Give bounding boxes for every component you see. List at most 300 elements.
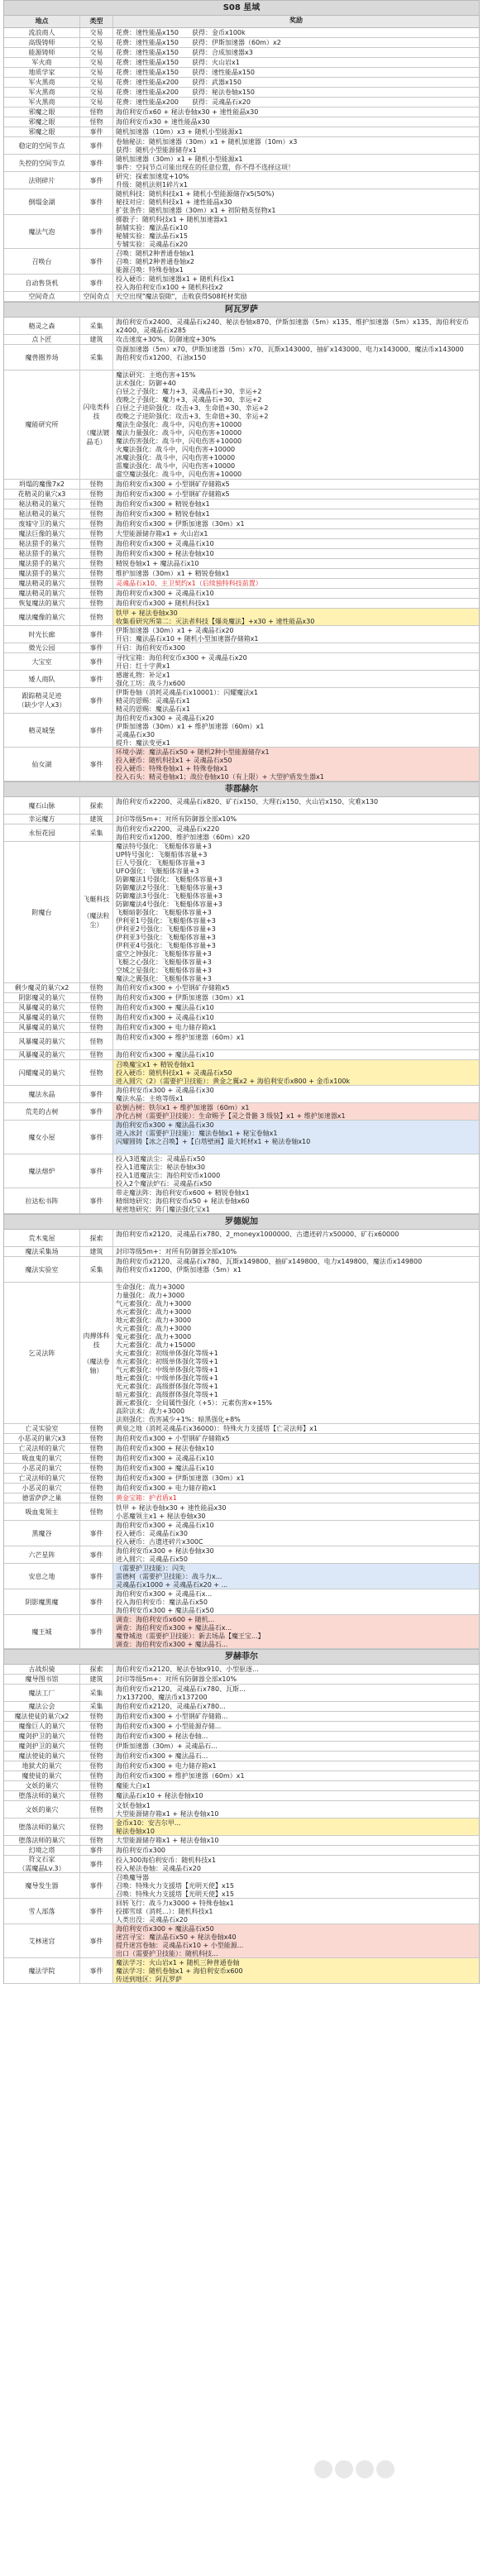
type-cell: 怪物	[80, 599, 113, 608]
location-cell: 吸血鬼的巢穴	[4, 1454, 80, 1463]
location-cell: 六芒星阵	[4, 1546, 80, 1563]
table-row	[4, 1732, 479, 1742]
reward-cell: 铁甲 + 秘法卷轴x30 + 速性能晶x30 小恶魔领主x1 + 秘法卷轴x30	[116, 1504, 227, 1520]
section-title: S08 星域	[4, 1, 479, 16]
reward-cell: 海伯利安币x2120、灵魂晶石x780、瓦斯x149800、抽矿x149800、电力x149800、魔法币x149800 海伯利安币x1200、伊斯加速器（5m）x1	[116, 1258, 423, 1274]
table-row	[4, 1546, 479, 1564]
table-row	[4, 108, 479, 117]
location-cell: 魔法魔像的巢穴	[4, 609, 80, 625]
reward-cell: 大型能源储存箱x1 + 火山岩x1	[116, 530, 208, 538]
reward-cell: 回转飞行：战斗力x3000 + 特殊卷轴x1 投掷雪球（消耗...）：随机科技x1 人类出没：灵魂晶石x20	[116, 1900, 234, 1924]
table-row	[4, 1771, 479, 1781]
reward-cell: 海伯利安币x300 + 魔法晶石x50 迷宫寻宝：魔法晶石x50 + 秘法卷轴x40 提升迷宫卷轴：灵魂晶石x10 + 小型能源... 出口（需要护卫技能）：随机科技...	[113, 1924, 479, 1957]
type-cell: 事件	[80, 1856, 113, 1872]
table-row	[4, 137, 479, 155]
table-row	[4, 172, 479, 189]
location-cell: 风暴魔灵的巢穴	[4, 1050, 80, 1059]
table-row	[4, 1121, 479, 1154]
location-cell: 附魔台	[4, 842, 80, 982]
table-row	[4, 1589, 479, 1615]
table-row	[4, 539, 479, 549]
reward-cell: 海伯利安币x300 + 灵魂晶石x10 投入硬币：灵魂晶石x30 投入硬币：古遗迹碎片x300C	[116, 1522, 214, 1546]
reward-cell: 海伯利安币x300 + 维护加速器（60m）x1	[116, 1772, 245, 1780]
table-row	[4, 1434, 479, 1444]
location-cell: 风暴魔灵的巢穴	[4, 1033, 80, 1049]
type-cell: 闪电类科技 （魔法镀晶毛）	[80, 370, 113, 479]
reward-cell: 随机加速器（10m）x3 + 随机小型能源x1	[116, 128, 243, 136]
table-row	[4, 345, 479, 370]
table-row	[4, 1454, 479, 1464]
reward-cell: 伊斯加速器（30m）x1 + 灵魂晶石x20 开启：魔法晶石x10 + 随机小型加速器存储箱x1	[116, 627, 259, 643]
location-cell: 魔王城	[4, 1615, 80, 1648]
type-cell: 怪物	[80, 1424, 113, 1433]
table-row	[4, 88, 479, 98]
location-cell: 坍塌的魔像7x2	[4, 480, 80, 489]
location-cell: 秘法猎手的巢穴	[4, 539, 80, 548]
location-cell: 安息之地	[4, 1564, 80, 1589]
table-row	[4, 1060, 479, 1086]
reward-cell: 花费：速性能晶x200 获得：秘法卷轴x150	[116, 88, 256, 96]
reward-cell: 花费：速性能晶x150 获得：金币x100k	[116, 29, 246, 36]
location-cell: 魔法学院	[4, 1958, 80, 1983]
type-cell: 事件	[80, 275, 113, 291]
type-cell: 怪物	[80, 609, 113, 625]
location-cell: 堕落法师的巢穴	[4, 1818, 80, 1835]
reward-cell: 卷轴秘法：随机加速器（30m）x1 + 随机加速器（10m）x3 获得：随机小型能源储存x1	[116, 138, 298, 154]
type-cell: 建筑	[80, 335, 113, 344]
location-cell: 魔法采集场	[4, 1247, 80, 1256]
type-cell: 怪物	[80, 1771, 113, 1780]
location-cell: 永恒花园	[4, 824, 80, 841]
type-cell: 事件	[80, 1873, 113, 1898]
location-cell: 魔法猎手的巢穴	[4, 559, 80, 568]
table-row	[4, 1781, 479, 1791]
type-cell: 怪物	[80, 519, 113, 528]
table-row	[4, 58, 479, 68]
location-cell: 魔能研究所	[4, 370, 80, 479]
type-cell: 事件	[80, 643, 113, 652]
type-cell: 事件	[80, 688, 113, 713]
location-cell: 艾林迷宫	[4, 1924, 80, 1957]
type-cell: 怪物	[80, 1722, 113, 1731]
type-cell: 怪物	[80, 1752, 113, 1761]
type-cell: 事件	[80, 1615, 113, 1648]
type-cell: 交易	[80, 48, 113, 57]
table-row	[4, 1033, 479, 1050]
location-cell: 闪耀魔灵的巢穴	[4, 1060, 80, 1085]
location-cell: 文妖的巢穴	[4, 1781, 80, 1790]
type-cell: 采集	[80, 345, 113, 370]
location-cell: 魔兽圈养场	[4, 345, 80, 370]
location-cell: 乞灵法阵	[4, 1283, 80, 1423]
table-row	[4, 1103, 479, 1121]
location-cell: 风暴魔灵的巢穴	[4, 1013, 80, 1022]
type-cell: 事件	[80, 653, 113, 670]
table-row	[4, 569, 479, 579]
location-cell: 幻境之塔	[4, 1846, 80, 1855]
table-row	[4, 480, 479, 490]
reward-cell: 铁甲 + 秘法卷轴x30 收集看研究所第二：灭法者科技【爆炎魔法】+x30 + 速性能晶x30	[113, 609, 479, 625]
table-row	[4, 1521, 479, 1546]
table-row	[4, 1188, 479, 1214]
table-row	[4, 78, 479, 88]
table-row	[4, 249, 479, 275]
reward-cell: 召唤魔导器 召唤：特殊火力支援塔【光明天使】x15 召唤：特殊火力支援塔【光明天使】x15	[116, 1874, 234, 1898]
type-cell: 交易	[80, 98, 113, 107]
location-cell: 黑魔谷	[4, 1521, 80, 1546]
table-row	[4, 1761, 479, 1771]
type-cell: 事件	[80, 1188, 113, 1213]
location-cell: 魔法气泡	[4, 215, 80, 248]
table-row	[4, 983, 479, 993]
type-cell: 怪物	[80, 1484, 113, 1493]
table-row	[4, 117, 479, 127]
reward-cell: 海伯利安币x2200、灵魂晶石x220 海伯利安币x1200、维护加速器（60m）x20	[116, 825, 250, 841]
location-cell: 地质学家	[4, 68, 80, 77]
location-cell: 德雷萨萨之巢	[4, 1494, 80, 1503]
table-row	[4, 1722, 479, 1732]
reward-cell: 投入300海伯利安币：随机科技x1 投入秘法卷轴：灵魂晶石x20	[116, 1857, 217, 1872]
reward-cell: 封印等级5m+：对所有防御器全部x10%	[116, 1248, 237, 1255]
reward-cell: 魔法学习：火山岩x1 + 随机三种普通卷轴 魔法学习：随机卷轴x1 + 海伯利安币x600 传送到地区：阿瓦罗萨	[113, 1958, 479, 1983]
table-row	[4, 292, 479, 302]
reward-cell: 精锐卷轴x1 + 魔法晶石x10	[116, 560, 199, 567]
type-cell: 空间奇点	[80, 292, 113, 301]
reward-cell: 文妖卷轴x1 大型能源储存箱x1 + 秘法卷轴x10	[116, 1802, 219, 1818]
reward-cell: 召唤魔宝x1 + 精锐卷轴x1 投入硬币：随机科技x1 + 灵魂晶石x50 进入圆穴（2）（需要护卫技能）：黄金之翼x2 + 海伯利安币x800 + 金币x100k	[113, 1060, 479, 1085]
reward-cell: 海伯利安币x300 + 灵魂晶石x10	[116, 540, 214, 547]
type-cell: 事件	[80, 626, 113, 643]
type-cell: 事件	[80, 249, 113, 274]
reward-cell: 魔能大白x1	[116, 1782, 151, 1790]
location-cell: 剩少魔灵的巢穴x2	[4, 983, 80, 992]
type-cell: 采集	[80, 824, 113, 841]
reward-cell: 随机科技：随机科技x1 + 随机小型能源储存x5(50%) 秘技对应：随机科技x1 + 速性能晶x30 扩张条件：随机加速器（30m）x1 + 初阶精英怪物x1	[116, 190, 276, 214]
reward-cell: 海伯利安币x300 + 伊斯加速器（30m）x1	[116, 994, 245, 1001]
location-cell: 魔剑护卫的巢穴	[4, 1742, 80, 1751]
type-cell: 怪物	[80, 1033, 113, 1049]
location-cell: 幸运魔方	[4, 815, 80, 824]
table-row	[4, 797, 479, 815]
reward-cell: 魔法晶石x10 + 秘法卷轴x10	[116, 1792, 203, 1799]
reward-cell: 攻击速度+30%、防御速度+30%	[116, 336, 216, 343]
reward-cell: 寻找宝箱：海伯利安币x300 + 灵魂晶石x20 开启：红十字黄x1	[116, 654, 247, 670]
location-cell: 废墟守卫的巢穴	[4, 519, 80, 528]
table-row	[4, 1742, 479, 1752]
table-row	[4, 1464, 479, 1474]
table-row	[4, 1846, 479, 1856]
table-row	[4, 318, 479, 335]
type-cell: 建筑	[80, 815, 113, 824]
location-cell: 魔法使徒的巢穴x2	[4, 1712, 80, 1721]
location-cell: 雪人部落	[4, 1899, 80, 1924]
type-cell: 探索	[80, 1230, 113, 1246]
table-row	[4, 1444, 479, 1454]
location-cell: 秘法猎手的巢穴	[4, 549, 80, 558]
reward-cell: 海伯利安币x300 + 灵魂晶石x... 投入海伯利安币：魔法晶石x50 海伯利安币x300 + 魔法晶石x50	[116, 1590, 214, 1614]
type-cell: 怪物	[80, 1494, 113, 1503]
reward-cell: 海伯利安币x2120、秘法卷轴x910、小型驱逐...	[116, 1666, 259, 1673]
reward-cell: 维护加速器（30m）x1 + 精锐卷轴x1	[116, 570, 230, 577]
type-cell: 怪物	[80, 1444, 113, 1453]
reward-cell: 海伯利安币x2120、灵魂晶石x780...	[116, 1703, 226, 1710]
type-cell: 交易	[80, 88, 113, 97]
reward-cell: 花费：速性能晶x200 获得：武器x150	[116, 79, 242, 86]
table-row	[4, 671, 479, 688]
reward-cell: 海伯利安币x300 + 随机科技x1	[116, 600, 210, 607]
location-cell: 微光公园	[4, 643, 80, 652]
table-row	[4, 529, 479, 539]
reward-cell: 带走魔法阵：海伯利安币x600 + 精锐卷轴x1 精细地研究：海伯利安币x50 + 秘法卷轴x60 秘密地研究：阵门魔法强化宝x1	[116, 1189, 250, 1213]
location-cell: 小恶灵的巢穴	[4, 1484, 80, 1493]
reward-cell: 花费：速性能晶x150 获得：伊斯加速器（60m）x2	[116, 39, 281, 46]
table-row	[4, 1801, 479, 1818]
column-header: 类型	[80, 16, 113, 27]
type-cell: 怪物	[80, 1013, 113, 1022]
location-cell: 时光长廊	[4, 626, 80, 643]
table-row	[4, 68, 479, 78]
type-cell: 怪物	[80, 509, 113, 519]
reward-cell: 开启：海伯利安币x300	[116, 644, 186, 652]
table-row	[4, 653, 479, 671]
table-row	[4, 599, 479, 609]
type-cell: 事件	[80, 748, 113, 781]
type-cell: 事件	[80, 714, 113, 747]
type-cell: 事件	[80, 1121, 113, 1154]
table-header	[4, 16, 479, 28]
location-cell: 魔法使徒的巢穴	[4, 1752, 80, 1761]
type-cell: 怪物	[80, 1712, 113, 1721]
type-cell: 怪物	[80, 117, 113, 127]
location-cell: 军火商	[4, 58, 80, 67]
reward-cell: 花费：速性能晶x150 获得：火山岩x1	[116, 59, 240, 66]
type-cell: 怪物	[80, 1801, 113, 1818]
table-row	[4, 1924, 479, 1958]
type-cell: 采集	[80, 1257, 113, 1282]
table-row	[4, 28, 479, 38]
type-cell: 采集	[80, 1702, 113, 1711]
location-cell: 魔法巨像的巢穴	[4, 529, 80, 538]
location-cell: 荒芜的古树	[4, 1103, 80, 1120]
table-row	[4, 824, 479, 842]
type-cell: 事件	[80, 1103, 113, 1120]
location-cell: 法则碎片	[4, 172, 80, 189]
table-row	[4, 519, 479, 529]
section-title: 罗赫菲尔	[4, 1650, 479, 1665]
type-cell: 怪物	[80, 1818, 113, 1835]
section-title: 阿瓦罗萨	[4, 303, 479, 318]
reward-cell: 海伯利安币x300 + 秘法卷轴x10	[116, 550, 214, 557]
location-cell: 秘法精灵的巢穴	[4, 509, 80, 519]
table-row	[4, 1685, 479, 1702]
table-row	[4, 1873, 479, 1899]
type-cell: 交易	[80, 58, 113, 67]
table-row	[4, 490, 479, 499]
watermark	[314, 2460, 480, 2493]
table-row	[4, 589, 479, 599]
table-row	[4, 1494, 479, 1503]
reward-cell: 魔法特号强化：飞艇船体容量+3 UP特号强化：飞艇船体容量+3 巨人号强化：飞艇船体容量+3 UFO强化：飞艇船体容量+3 防御魔法1号强化：飞艇船体容量+3 防御魔法2号强化：飞艇船体容量+3 防御魔法3号强化：飞艇船体容量+3 防御魔法4号强化：飞艇船体容量+3 飞艇暗影强化：飞艇船体容量+3 伊利亚1号强化：飞艇船体容量+3 伊利亚2号强化：飞艇船体容量+3 伊利亚3号强化：飞艇船体容量+3 伊利亚4号强化：飞艇船体容量+3 虚空之钟强化：飞艇船体容量+3 飞艇之心强化：飞艇船体容量+3 空域之星强化：飞艇船体容量+3 魔法之翼强化：飞艇船体容量+3	[116, 843, 222, 982]
location-cell: 荒木鬼屋	[4, 1230, 80, 1246]
location-cell: 小恶灵的巢穴	[4, 1464, 80, 1473]
reward-cell: 海伯利安币x300 + 维护加速器（60m）x1	[116, 1034, 245, 1041]
type-cell: 怪物	[80, 108, 113, 117]
type-cell: 事件	[80, 1521, 113, 1546]
location-cell: 小恶灵的巢穴x3	[4, 1434, 80, 1443]
table-row	[4, 1818, 479, 1836]
table-row	[4, 215, 479, 249]
table-row	[4, 509, 479, 519]
type-cell: 交易	[80, 28, 113, 37]
table-row	[4, 189, 479, 215]
reward-cell: 海伯利安币x300 + 小型钢矿存储箱x5	[116, 984, 230, 992]
type-cell: 事件	[80, 1899, 113, 1924]
reward-cell: 花费：速性能晶x200 获得：灵魂晶石x20	[116, 98, 251, 106]
table-row	[4, 1424, 479, 1434]
location-cell: 自动售货机	[4, 275, 80, 291]
location-cell: 魔法精灵的巢穴	[4, 579, 80, 588]
region-section	[3, 0, 480, 302]
reward-cell: 海伯利安币x300 + 伊斯加速器（30m）x1	[116, 520, 245, 528]
table-row	[4, 714, 479, 748]
location-cell: 能源铸师	[4, 48, 80, 57]
location-cell: 魔石山脉	[4, 797, 80, 814]
table-row	[4, 1247, 479, 1257]
table-row	[4, 370, 479, 480]
reward-cell: 海伯利安币x300 + 魔法晶石x10	[116, 1051, 214, 1059]
type-cell: 事件	[80, 1589, 113, 1614]
reward-cell: 金币x10：安吉尔甲... 秘法卷轴x10	[113, 1818, 479, 1835]
location-cell: 魔法猎手的巢穴	[4, 569, 80, 578]
reward-cell: 花费：速性能晶x150 获得：速性能晶x150	[116, 69, 256, 76]
type-cell: 怪物	[80, 539, 113, 548]
table-row	[4, 993, 479, 1003]
reward-cell: 伊斯卷轴（消耗灵魂晶石x10001）：闪耀魔法x1 精灵的恩赐：灵魂晶石x1 精灵的恩赐：魔法晶石x1	[116, 689, 259, 713]
type-cell: 事件	[80, 127, 113, 136]
table-row	[4, 1958, 479, 1984]
reward-cell: 天空出现"魔法裂隙"，击败获得S08耗材奖励	[116, 293, 247, 300]
reward-cell: 海伯利安币x300 + 小型钢矿存储箱x5	[116, 490, 230, 498]
type-cell: 怪物	[80, 1742, 113, 1751]
type-cell: 采集	[80, 1685, 113, 1701]
table-row	[4, 1257, 479, 1283]
table-row	[4, 643, 479, 653]
table-row	[4, 1615, 479, 1649]
reward-cell: 海伯利安币x300 + 灵魂晶石x10	[116, 590, 214, 597]
reward-cell: 黄金宝箱：护君盾x1	[116, 1494, 177, 1502]
reward-cell: 海伯利安币x300 + 精锐卷轴x1	[116, 500, 210, 508]
type-cell: 事件	[80, 215, 113, 248]
reward-cell: 封印等级5m+：对所有防御器全部x10%	[116, 1675, 237, 1683]
region-section	[3, 1649, 480, 1984]
type-cell: 交易	[80, 38, 113, 47]
location-cell: 魔使徒的巢穴	[4, 1771, 80, 1780]
location-cell: 邪魔之眼	[4, 127, 80, 136]
type-cell: 事件	[80, 155, 113, 171]
table-row	[4, 1791, 479, 1801]
type-cell: 事件	[80, 1086, 113, 1102]
column-header: 地点	[4, 16, 80, 27]
location-cell: 倒塌金湖	[4, 189, 80, 214]
reward-cell: 海伯利安币x30 + 速性能晶x30	[116, 118, 210, 126]
location-cell: 军火黑商	[4, 78, 80, 87]
location-cell: 风暴魔灵的巢穴	[4, 1023, 80, 1032]
location-cell: 魔法公会	[4, 1702, 80, 1711]
reward-cell: 随机加速器（30m）x1 + 随机小型能源x1 事件：空间节点可能出现在的任意位置，你不得不选择这项！	[116, 155, 294, 171]
type-cell: 怪物	[80, 569, 113, 578]
type-cell: 肉搏体科技 （魔法卷轴）	[80, 1283, 113, 1423]
reward-cell: 伊斯加速器（30m）+ 灵魂晶石...	[116, 1742, 218, 1750]
reward-cell: 海伯利安币x300 + 秘法卷轴x10	[116, 1445, 214, 1452]
location-cell: 堕落法师的巢穴	[4, 1791, 80, 1800]
location-cell: 亡灵法师的巢穴	[4, 1444, 80, 1453]
location-cell: 地狱犬的巢穴	[4, 1761, 80, 1771]
location-cell: 阴影魔灵的巢穴	[4, 993, 80, 1002]
table-row	[4, 1230, 479, 1247]
location-cell: 魔剑护卫的巢穴	[4, 1732, 80, 1741]
table-row	[4, 98, 479, 108]
location-cell: 亡灵实验室	[4, 1424, 80, 1433]
location-cell: 魔法实验室	[4, 1257, 80, 1282]
reward-cell: 海伯利安币x60 + 秘法卷轴x30 + 速性能晶x30	[116, 108, 259, 116]
reward-cell: 砍倒古树：铁尔x1 + 维护加速器（60m）x1 净化古树（需要护卫技能）：生命赐予【灵之骨骼 3 级装】x1 + 维护加速器x1	[113, 1103, 479, 1120]
reward-cell: 海伯利安币x300 + 灵魂晶石x10	[116, 1455, 214, 1462]
location-cell: 魔法熔炉	[4, 1154, 80, 1188]
type-cell: 事件	[80, 1846, 113, 1855]
reward-cell: 研究：探索加速度+10% 升级：随机法则1碎片x1	[116, 173, 189, 189]
type-cell: 怪物	[80, 549, 113, 558]
type-cell: 飞艇科技 （魔法粒尘）	[80, 842, 113, 982]
location-cell: 文妖的巢穴	[4, 1801, 80, 1818]
reward-cell: 海伯利安币x2120、灵魂晶石x780、瓦斯... 力x137200、魔法币x137200	[116, 1685, 246, 1701]
reward-cell: 海伯利安币x300 + 电力储存箱x1	[116, 1762, 217, 1770]
location-cell: 点卜匠	[4, 335, 80, 344]
reward-cell: 海伯利安币x300 + 小型钢矿存储箱...	[116, 1713, 228, 1720]
type-cell: 事件	[80, 671, 113, 687]
type-cell: 事件	[80, 1958, 113, 1983]
reward-cell: 海伯利安币x300 + 秘法卷轴...	[116, 1732, 208, 1740]
reward-cell: 感谢礼物：补足x1 强化工坊：战斗力x600	[116, 671, 186, 687]
location-cell: 高级铸师	[4, 38, 80, 47]
location-cell: 军火黑商	[4, 88, 80, 97]
table-row	[4, 549, 479, 559]
type-cell: 怪物	[80, 1454, 113, 1463]
type-cell: 事件	[80, 1546, 113, 1563]
table-row	[4, 1836, 479, 1846]
location-cell: 失控的空间节点	[4, 155, 80, 171]
reward-cell: 海伯利安币x300 + 魔法晶石...	[116, 1752, 208, 1760]
reward-cell: 海伯利安币x300 + 魔法晶石x10	[116, 1004, 214, 1011]
type-cell: 怪物	[80, 1050, 113, 1059]
table-row	[4, 335, 479, 345]
location-cell: 风暴魔灵的巢穴	[4, 1003, 80, 1012]
reward-cell: 海伯利安币x300 + 电力储存箱x1	[116, 1484, 217, 1492]
location-cell: 跟踪精灵足迹 （缺少字人x3）	[4, 688, 80, 713]
location-cell: 魔法精灵的巢穴	[4, 589, 80, 598]
type-cell: 事件	[80, 1924, 113, 1957]
location-cell: 流浪商人	[4, 28, 80, 37]
type-cell: 怪物	[80, 480, 113, 489]
type-cell: 怪物	[80, 529, 113, 538]
type-cell: 怪物	[80, 579, 113, 588]
type-cell: 怪物	[80, 589, 113, 598]
reward-cell: 黄泉之地（消耗灵魂晶石x36000）：特殊火力支援塔【亡灵法师】x1	[116, 1425, 318, 1432]
reward-cell: 环境小湖：魔法晶石x50 + 随机2种小型能源储存x1 投入硬币：随机科技x1 + 灵魂晶石x50 投入硬币：特殊卷轴x1 + 特殊卷轴x1 投入石头：精灵卷轴x1；战位卷轴x10（有上限）+ 大型护盾发生器x1	[113, 748, 479, 781]
table-row	[4, 1702, 479, 1712]
table-row	[4, 1856, 479, 1873]
type-cell: 事件	[80, 1564, 113, 1589]
table-row	[4, 1283, 479, 1424]
